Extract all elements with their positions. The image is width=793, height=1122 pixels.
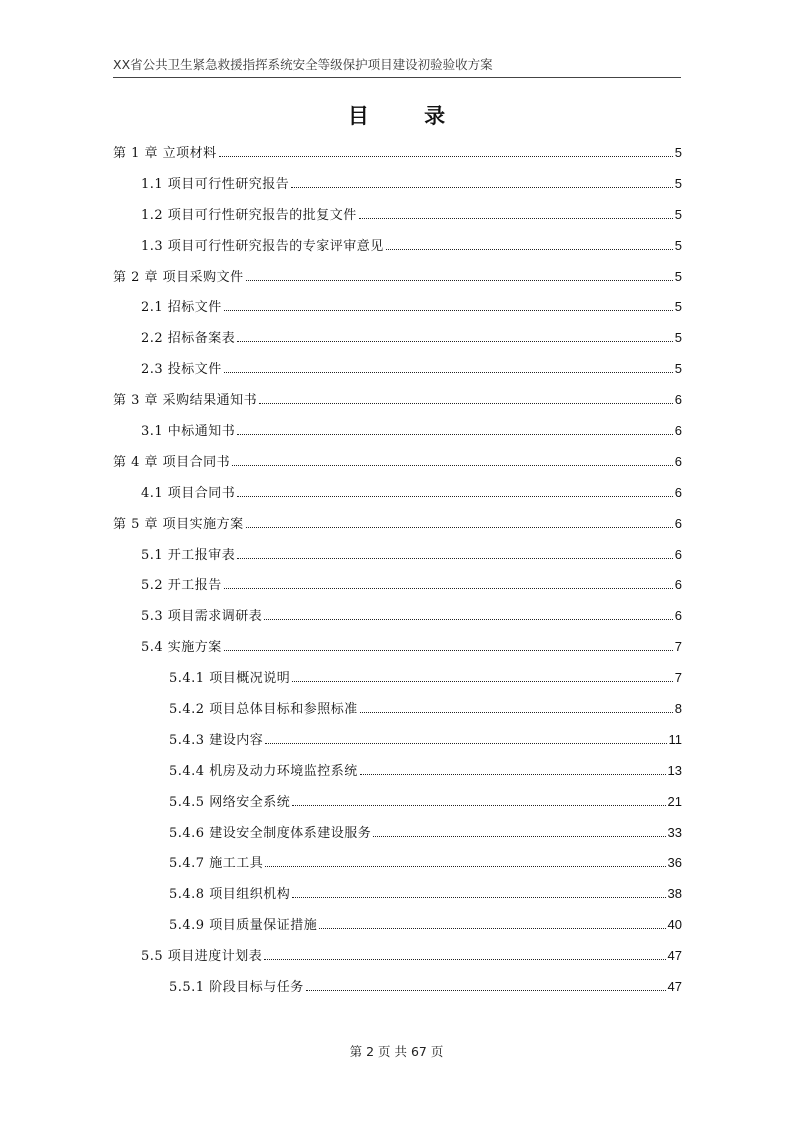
toc-entry-title: 第 3 章 采购结果通知书 <box>113 393 258 409</box>
toc-entry[interactable] <box>113 915 682 946</box>
toc-entry-title: 2.3 投标文件 <box>141 362 222 378</box>
toc-entry-page-number: 5 <box>674 361 682 377</box>
toc-entry-page-number: 6 <box>674 546 682 562</box>
toc-entry-page-number: 5 <box>674 237 682 253</box>
toc-entry[interactable] <box>113 236 682 267</box>
toc-entry[interactable] <box>113 297 682 328</box>
page-title: 目 录 <box>347 104 470 128</box>
toc-entry[interactable] <box>113 730 682 761</box>
toc-entry-title: 2.1 招标文件 <box>141 300 222 316</box>
dot-leader <box>264 618 672 620</box>
toc-entry-page-number: 7 <box>674 670 682 686</box>
dot-leader <box>292 896 665 898</box>
dot-leader <box>246 526 673 528</box>
toc-entry[interactable] <box>113 792 682 823</box>
toc-entry[interactable] <box>113 205 682 236</box>
toc-entry[interactable] <box>113 823 682 854</box>
dot-leader <box>246 279 673 281</box>
toc-entry-title: 5.4.6 建设安全制度体系建设服务 <box>169 825 372 841</box>
toc-entry-page-number: 47 <box>667 979 682 995</box>
toc-entry-title: 5.4.8 项目组织机构 <box>169 887 291 903</box>
toc-entry-page-number: 5 <box>674 206 682 222</box>
dot-leader <box>265 865 665 867</box>
dot-leader <box>232 464 673 466</box>
toc-entry-page-number: 38 <box>667 886 682 902</box>
toc-entry-title: 5.2 开工报告 <box>141 578 222 594</box>
toc-entry[interactable] <box>113 946 682 977</box>
toc-entry-page-number: 21 <box>667 793 682 809</box>
toc-entry[interactable] <box>113 143 682 174</box>
toc-entry-title: 1.3 项目可行性研究报告的专家评审意见 <box>141 238 384 254</box>
toc-entry-page-number: 6 <box>674 577 682 593</box>
toc-entry[interactable] <box>113 421 682 452</box>
toc-entry[interactable] <box>113 390 682 421</box>
table-of-contents <box>113 143 682 1008</box>
toc-entry-title: 5.4.2 项目总体目标和参照标准 <box>169 702 358 718</box>
toc-entry[interactable] <box>113 328 682 359</box>
dot-leader <box>237 340 672 342</box>
toc-entry-title: 5.4 实施方案 <box>141 640 222 656</box>
toc-entry-page-number: 47 <box>667 948 682 964</box>
toc-entry[interactable] <box>113 977 682 1008</box>
toc-entry-title: 第 4 章 项目合同书 <box>113 454 231 470</box>
toc-entry-title: 5.1 开工报审表 <box>141 547 236 563</box>
toc-entry[interactable] <box>113 884 682 915</box>
toc-entry-title: 5.4.7 施工工具 <box>169 856 264 872</box>
dot-leader <box>291 186 672 188</box>
toc-entry-page-number: 5 <box>674 299 682 315</box>
toc-entry-title: 4.1 项目合同书 <box>141 485 236 501</box>
toc-entry[interactable] <box>113 699 682 730</box>
toc-entry[interactable] <box>113 668 682 699</box>
toc-entry-title: 第 2 章 项目采购文件 <box>113 269 244 285</box>
dot-leader <box>224 587 673 589</box>
toc-entry-title: 2.2 招标备案表 <box>141 331 236 347</box>
dot-leader <box>259 402 673 404</box>
toc-entry-title: 5.4.1 项目概况说明 <box>169 671 291 687</box>
toc-entry[interactable] <box>113 359 682 390</box>
dot-leader <box>224 309 673 311</box>
toc-entry-page-number: 33 <box>667 824 682 840</box>
toc-entry[interactable] <box>113 174 682 205</box>
dot-leader <box>224 649 673 651</box>
toc-entry-page-number: 40 <box>667 917 682 933</box>
toc-entry[interactable] <box>113 267 682 298</box>
running-header: XX省公共卫生紧急救援指挥系统安全等级保护项目建设初验验收方案 <box>113 55 681 78</box>
dot-leader <box>237 557 672 559</box>
dot-leader <box>292 680 673 682</box>
dot-leader <box>373 835 665 837</box>
toc-entry[interactable] <box>113 575 682 606</box>
toc-entry-page-number: 5 <box>674 268 682 284</box>
toc-entry-page-number: 13 <box>667 762 682 778</box>
toc-entry-title: 5.4.5 网络安全系统 <box>169 794 291 810</box>
page-footer: 第 2 页 共 67 页 <box>349 1044 444 1059</box>
toc-entry-page-number: 5 <box>674 175 682 191</box>
dot-leader <box>360 711 673 713</box>
dot-leader <box>306 989 666 991</box>
toc-entry-page-number: 6 <box>674 392 682 408</box>
dot-leader <box>219 155 673 157</box>
toc-entry-title: 1.1 项目可行性研究报告 <box>141 176 290 192</box>
toc-entry-page-number: 11 <box>668 731 682 747</box>
toc-entry[interactable] <box>113 452 682 483</box>
toc-entry-title: 5.5 项目进度计划表 <box>141 949 263 965</box>
dot-leader <box>237 495 672 497</box>
dot-leader <box>319 927 665 929</box>
toc-entry[interactable] <box>113 606 682 637</box>
toc-entry-title: 1.2 项目可行性研究报告的批复文件 <box>141 207 357 223</box>
toc-entry-title: 第 5 章 项目实施方案 <box>113 516 244 532</box>
dot-leader <box>265 742 666 744</box>
toc-entry[interactable] <box>113 853 682 884</box>
toc-entry-page-number: 6 <box>674 484 682 500</box>
dot-leader <box>237 433 672 435</box>
toc-entry-title: 5.4.9 项目质量保证措施 <box>169 918 318 934</box>
toc-entry-title: 5.5.1 阶段目标与任务 <box>169 980 304 996</box>
dot-leader <box>224 371 673 373</box>
toc-entry[interactable] <box>113 483 682 514</box>
toc-entry-title: 5.4.4 机房及动力环境监控系统 <box>169 763 358 779</box>
toc-entry[interactable] <box>113 637 682 668</box>
toc-entry-title: 5.3 项目需求调研表 <box>141 609 263 625</box>
toc-entry-page-number: 7 <box>674 639 682 655</box>
toc-entry[interactable] <box>113 545 682 576</box>
toc-entry[interactable] <box>113 761 682 792</box>
dot-leader <box>386 248 673 250</box>
toc-entry-page-number: 6 <box>674 608 682 624</box>
toc-entry-page-number: 8 <box>674 701 682 717</box>
dot-leader <box>292 804 665 806</box>
toc-entry-page-number: 6 <box>674 423 682 439</box>
toc-entry-title: 5.4.3 建设内容 <box>169 732 264 748</box>
dot-leader <box>264 958 665 960</box>
toc-entry-page-number: 6 <box>674 453 682 469</box>
toc-entry-page-number: 36 <box>667 855 682 871</box>
toc-entry-page-number: 5 <box>674 145 682 160</box>
toc-entry-page-number: 5 <box>674 330 682 346</box>
dot-leader <box>359 217 673 219</box>
toc-entry-page-number: 6 <box>674 515 682 531</box>
toc-entry-title: 3.1 中标通知书 <box>141 424 236 440</box>
dot-leader <box>360 773 666 775</box>
toc-entry[interactable] <box>113 514 682 545</box>
toc-entry-title: 第 1 章 立项材料 <box>113 146 217 161</box>
